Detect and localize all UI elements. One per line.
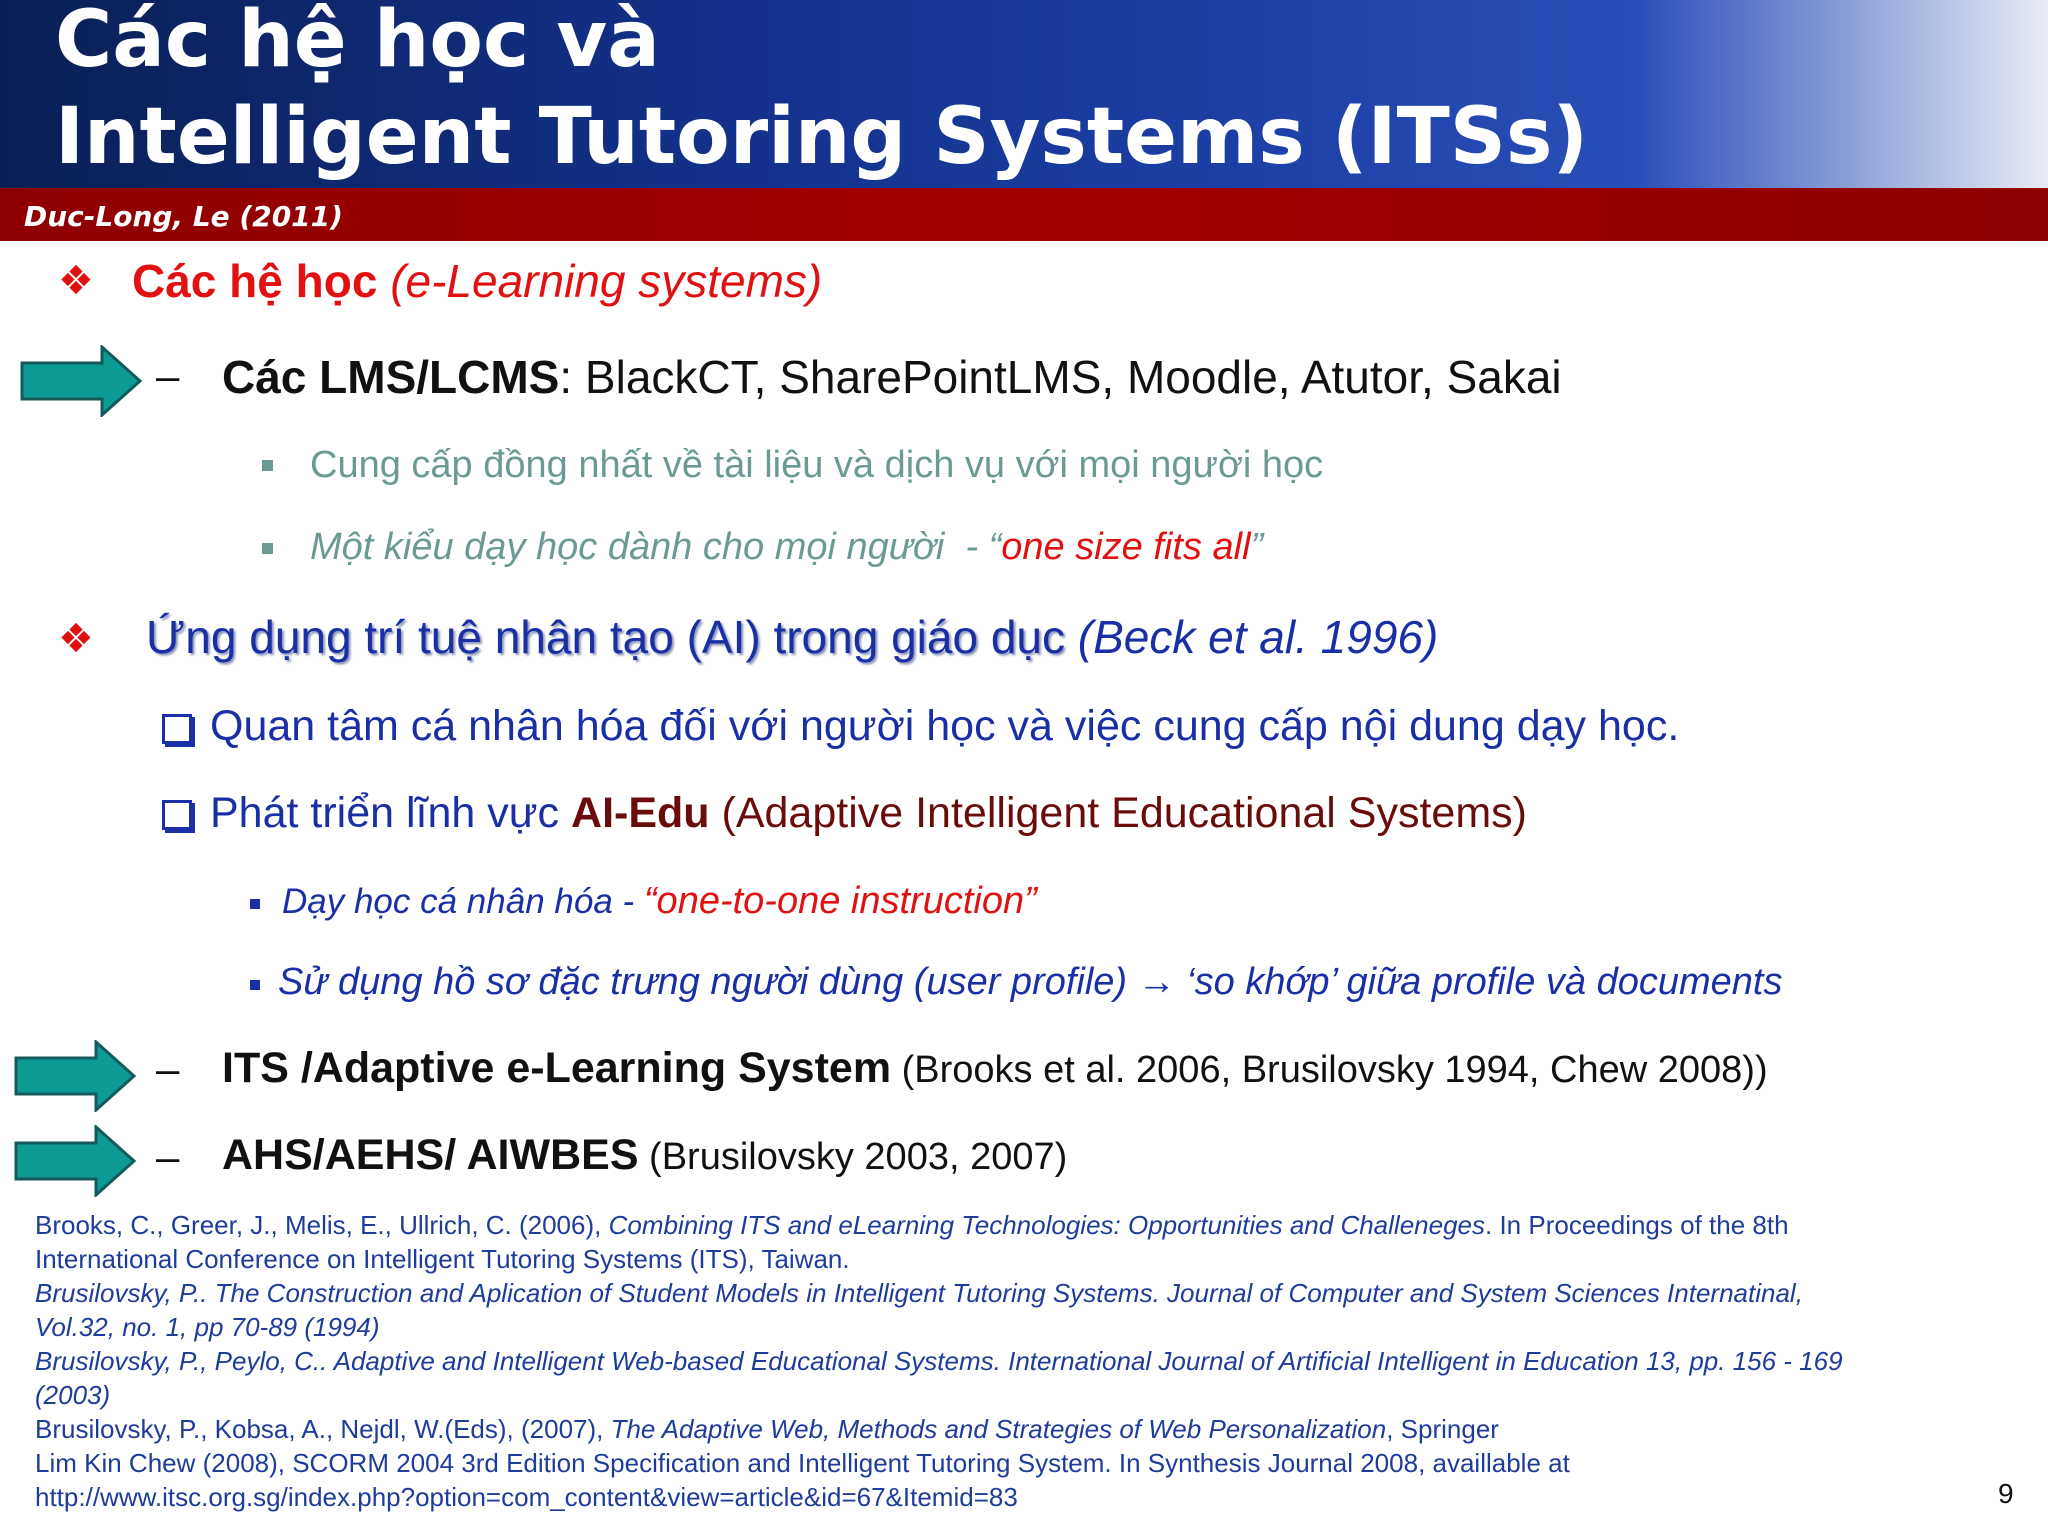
reference-brusilovsky-1994-cont: Vol.32, no. 1, pp 70-89 (1994) — [35, 1312, 380, 1342]
reference-brooks-cont: International Conference on Intelligent Tutoring Systems (ITS), Taiwan. — [35, 1244, 850, 1274]
dash-bullet: – — [156, 1133, 180, 1180]
checkbox-bullet-icon — [162, 800, 192, 830]
ai-heading-cite: (Beck et al. 1996) — [1065, 611, 1439, 663]
reference-brooks — [35, 1208, 2020, 1242]
reference-chew: Lim Kin Chew (2008), SCORM 2004 3rd Edition Specification and Intelligent Tutoring System. In Synthesis Journal 2008, availlable at — [35, 1448, 1570, 1478]
section-heading-elearning — [132, 254, 822, 308]
ai-sub-user-profile: Sử dụng hồ sơ đặc trưng người dùng (user profile) → ‘so khớp’ giữa profile và documents — [278, 961, 1783, 1003]
its-item — [222, 1044, 1768, 1093]
one-to-one-quote: “one-to-one instruction” — [643, 880, 1037, 922]
ai-point-aiedu — [210, 789, 1527, 838]
reference-brusilovsky-2003-cont: (2003) — [35, 1380, 111, 1410]
section-heading-sub: (e-Learning systems) — [390, 255, 823, 307]
reference-brusilovsky-2007 — [35, 1412, 2020, 1446]
ref-title: Combining ITS and eLearning Technologies: Opportunities and Challeneges — [608, 1210, 1485, 1240]
reference-chew-url[interactable]: http://www.itsc.org.sg/index.php?option=com_content&view=article&id=67&Itemid=83 — [35, 1482, 1018, 1512]
reference-brusilovsky-1994: Brusilovsky, P.. The Construction and Aplication of Student Models in Intelligent Tutoring Systems. Journal of Computer and System Sciences Internatinal, — [35, 1278, 1803, 1308]
aiedu-label: AI-Edu — [571, 789, 710, 837]
right-arrow-icon — [20, 345, 144, 417]
lms-list: : BlackCT, SharePointLMS, Moodle, Atutor, Sakai — [559, 351, 1562, 403]
lms-item — [222, 350, 1562, 404]
ref-text: Brusilovsky, P., Kobsa, A., Nejdl, W.(Eds), (2007), — [35, 1414, 611, 1444]
ai-heading-main: Ứng dụng trí tuệ nhân tạo (AI) trong giáo dục — [146, 611, 1065, 663]
ahs-cite: (Brusilovsky 2003, 2007) — [638, 1136, 1068, 1178]
ahs-label: AHS/AEHS/ AIWBES — [222, 1131, 639, 1179]
one-size-prefix: Một kiểu dạy học dành cho mọi người — [310, 526, 945, 568]
lms-sub-uniform: Cung cấp đồng nhất về tài liệu và dịch vụ với mọi người học — [310, 444, 1324, 486]
section-heading-ai — [146, 610, 1438, 664]
dash-bullet: – — [156, 1045, 180, 1092]
section-heading-main: Các hệ học — [132, 255, 378, 307]
its-label: ITS /Adaptive e-Learning System — [222, 1044, 892, 1092]
slide-title-line-2: Intelligent Tutoring Systems (ITSs) — [55, 92, 1589, 182]
right-arrow-icon — [14, 1040, 138, 1112]
aiedu-prefix: Phát triển lĩnh vực — [210, 789, 572, 837]
diamond-bullet-icon: ❖ — [58, 616, 94, 662]
page-number: 9 — [1998, 1478, 2014, 1509]
references-block — [35, 1208, 2020, 1514]
square-bullet-icon — [262, 460, 273, 471]
one-to-one-prefix: Dạy học cá nhân hóa - — [282, 882, 644, 921]
square-bullet-icon — [250, 980, 260, 990]
ai-sub-one-to-one — [282, 880, 1037, 923]
reference-brusilovsky-2003: Brusilovsky, P., Peylo, C.. Adaptive and Intelligent Web-based Educational Systems. International Journal of Artificial Intelligent in Education 13, pp. 156 - 169 — [35, 1346, 1843, 1376]
ref-text: . In Proceedings of the 8th — [1485, 1210, 1789, 1240]
ai-point-personalization: Quan tâm cá nhân hóa đối với người học và việc cung cấp nội dung dạy học. — [210, 702, 1680, 750]
slide-title-line-1: Các hệ học và — [55, 0, 660, 85]
checkbox-bullet-icon — [162, 714, 192, 744]
its-cite: (Brooks et al. 2006, Brusilovsky 1994, Chew 2008)) — [891, 1049, 1768, 1091]
lms-sub-one-size — [310, 526, 1263, 569]
one-size-separator: - “ — [944, 526, 1002, 568]
author-label: Duc-Long, Le (2011) — [24, 200, 343, 233]
square-bullet-icon — [250, 899, 260, 909]
lms-label: Các LMS/LCMS — [222, 351, 560, 403]
one-size-quote: one size fits all — [1001, 526, 1251, 568]
ahs-item — [222, 1131, 1067, 1180]
square-bullet-icon — [262, 543, 273, 554]
right-arrow-icon — [14, 1125, 138, 1197]
diamond-bullet-icon: ❖ — [58, 258, 94, 304]
one-size-end: ” — [1250, 526, 1264, 568]
aiedu-rest: (Adaptive Intelligent Educational Systems) — [709, 789, 1527, 837]
dash-bullet: – — [156, 352, 180, 399]
ref-text: Brooks, C., Greer, J., Melis, E., Ullrich, C. (2006), — [35, 1210, 609, 1240]
ref-title: The Adaptive Web, Methods and Strategies of Web Personalization — [610, 1414, 1387, 1444]
ref-text: , Springer — [1386, 1414, 1499, 1444]
